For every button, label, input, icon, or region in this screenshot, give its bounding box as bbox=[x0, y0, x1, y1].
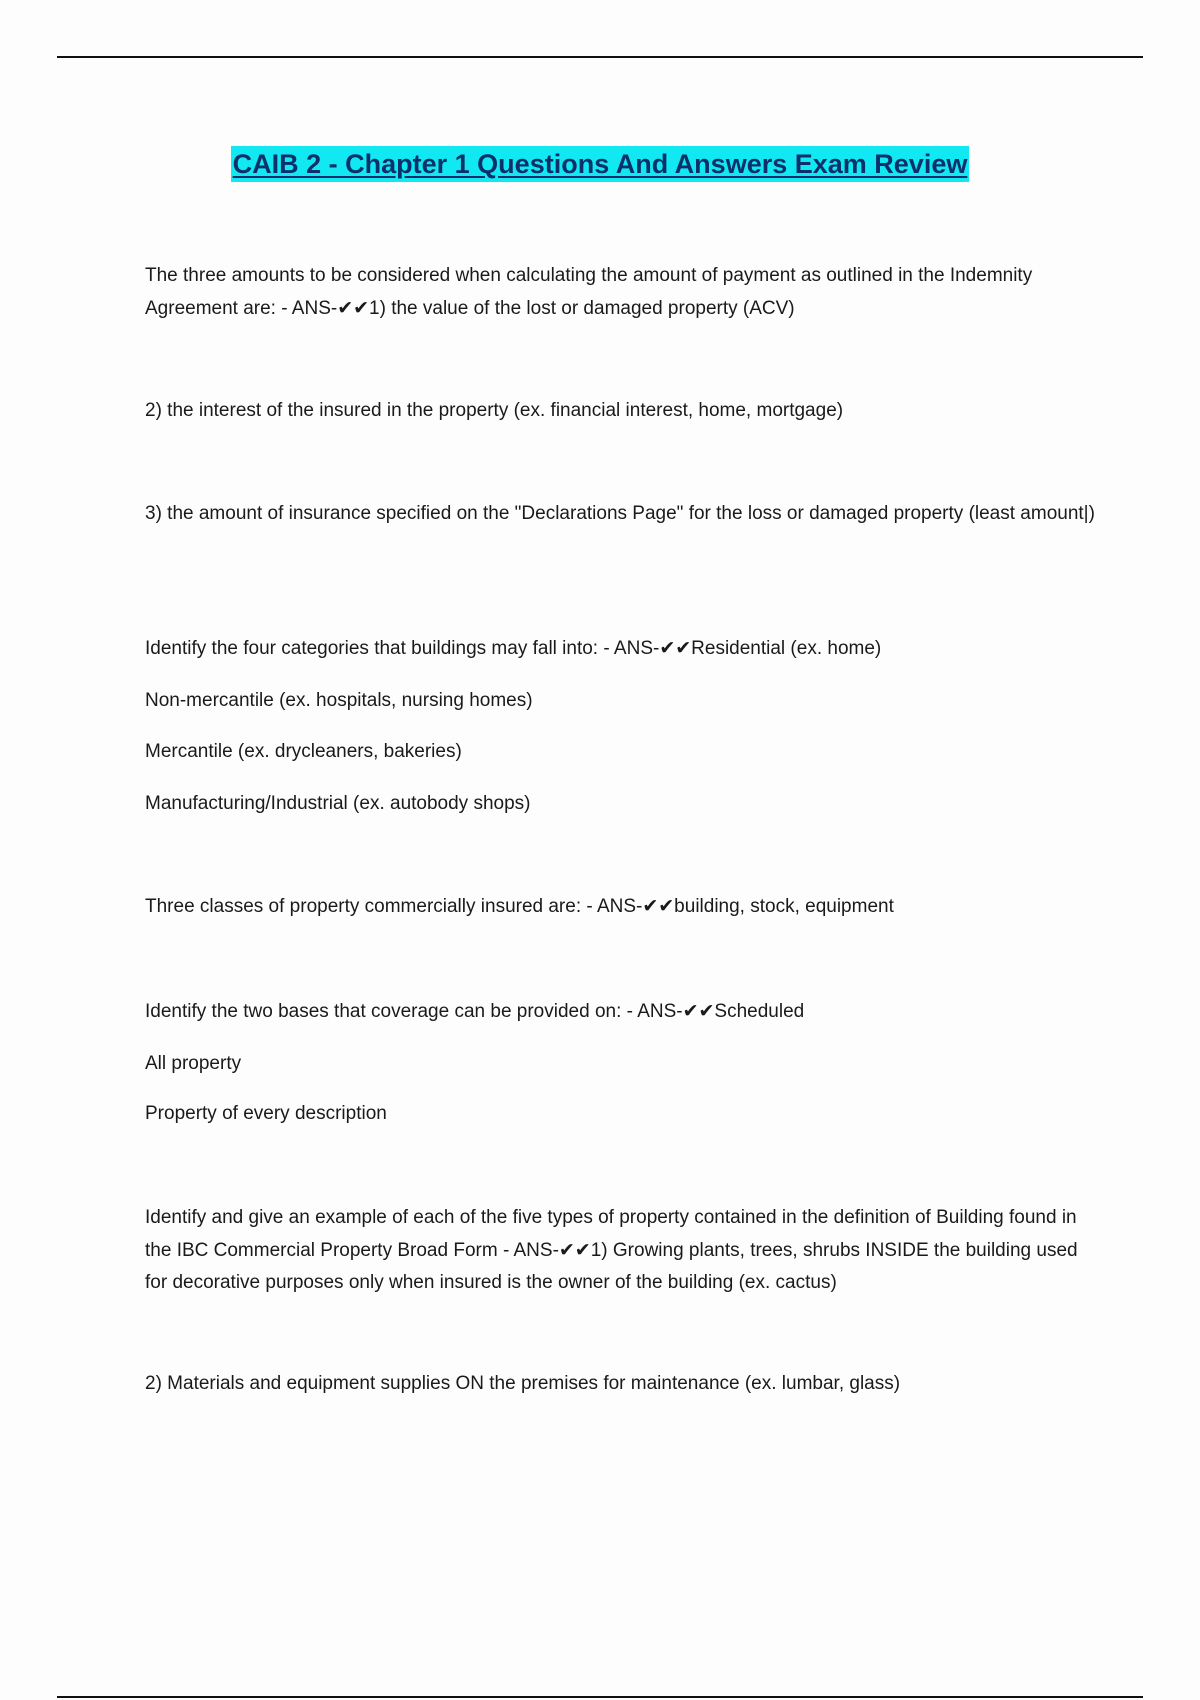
paragraph-q5: Identify and give an example of each of the five types of property contained in the definition of Building found in the IBC Commercial Property Broad Form - ANS-✔✔1) Growing plants, trees, shrubs INSIDE the building used for decorative purposes only when insured is the owner of the building (ex. cactus) bbox=[145, 1207, 1078, 1293]
bottom-rule bbox=[57, 1696, 1143, 1698]
document-title: CAIB 2 - Chapter 1 Questions And Answers Exam Review bbox=[231, 146, 970, 182]
paragraph-q3: Three classes of property commercially insured are: - ANS-✔✔building, stock, equipment bbox=[145, 896, 894, 917]
paragraph-q4-item2: All property bbox=[145, 1053, 242, 1074]
paragraph-q5-item2: 2) Materials and equipment supplies ON the premises for maintenance (ex. lumbar, glass) bbox=[145, 1373, 901, 1394]
paragraph-q2-item3: Mercantile (ex. drycleaners, bakeries) bbox=[145, 741, 462, 762]
paragraph-q1: The three amounts to be considered when calculating the amount of payment as outlined in the Indemnity Agreement are: - ANS-✔✔1) the value of the lost or damaged property (ACV) bbox=[145, 265, 1033, 319]
title-container bbox=[0, 146, 1200, 182]
paragraph-q4: Identify the two bases that coverage can be provided on: - ANS-✔✔Scheduled bbox=[145, 1001, 805, 1022]
paragraph-q2-item2: Non-mercantile (ex. hospitals, nursing homes) bbox=[145, 690, 533, 711]
paragraph-q4-item3: Property of every description bbox=[145, 1103, 387, 1124]
paragraph-q2-item4: Manufacturing/Industrial (ex. autobody shops) bbox=[145, 793, 531, 814]
paragraph-q1-item2: 2) the interest of the insured in the property (ex. financial interest, home, mortgage) bbox=[145, 400, 844, 421]
paragraph-q1-item3: 3) the amount of insurance specified on the "Declarations Page" for the loss or damaged property (least amount|) bbox=[145, 503, 1095, 524]
paragraph-q2: Identify the four categories that buildings may fall into: - ANS-✔✔Residential (ex. home) bbox=[145, 638, 882, 659]
top-rule bbox=[57, 56, 1143, 58]
